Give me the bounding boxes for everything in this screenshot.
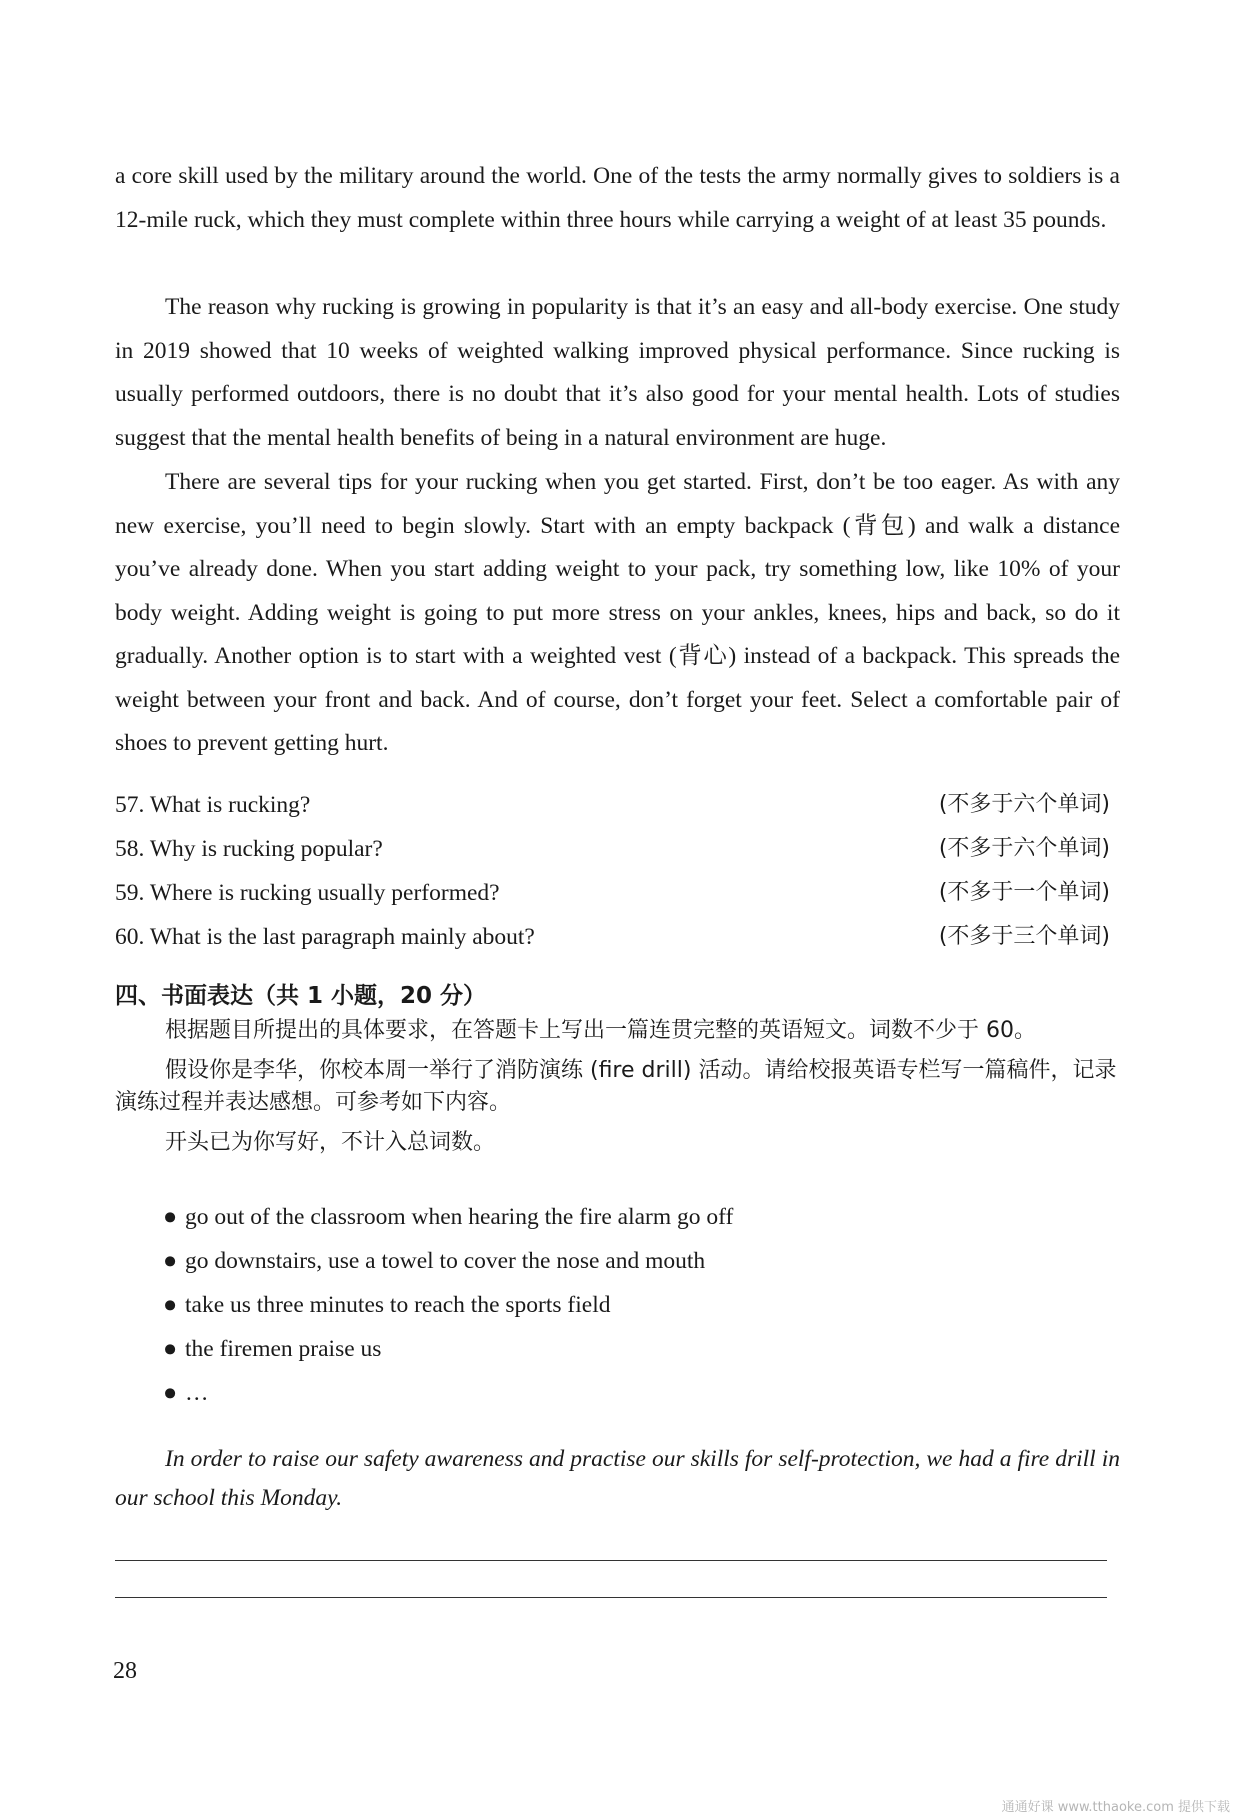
word-limit: (不多于一个单词) (938, 880, 1110, 905)
hint-text: … (185, 1380, 209, 1406)
hint-item (163, 1195, 733, 1239)
bullet-icon: ● (163, 1380, 178, 1406)
writing-instruction-2: 假设你是李华，你校本周一举行了消防演练 (fire drill) 活动。请给校报英语专栏写一篇稿件，记录演练过程并表达感想。可参考如下内容。 (115, 1058, 1117, 1115)
hint-text: go out of the classroom when hearing the fire alarm go off (185, 1204, 734, 1230)
word-limit: (不多于六个单词) (938, 792, 1110, 817)
hint-item (163, 1327, 733, 1371)
question-text: 58. Why is rucking popular? (115, 836, 383, 862)
question-list (115, 783, 1120, 959)
bullet-icon: ● (163, 1336, 178, 1362)
writing-instruction-1: 根据题目所提出的具体要求，在答题卡上写出一篇连贯完整的英语短文。词数不少于 60。 (165, 1018, 1036, 1043)
question-text: 57. What is rucking? (115, 792, 311, 818)
word-limit: (不多于六个单词) (938, 836, 1110, 861)
bullet-icon: ● (163, 1248, 178, 1274)
question-text: 59. Where is rucking usually performed? (115, 880, 500, 906)
page-number: 28 (113, 1658, 137, 1684)
answer-line[interactable] (115, 1560, 1107, 1561)
hint-text: go downstairs, use a towel to cover the nose and mouth (185, 1248, 706, 1274)
writing-section-heading: 四、书面表达（共 1 小题，20 分） (115, 983, 487, 1009)
watermark: 通通好课 www.tthaoke.com 提供下载 (1001, 1800, 1230, 1815)
hint-item (163, 1239, 733, 1283)
question-60 (115, 915, 1120, 959)
passage-paragraph-1: a core skill used by the military around the world. One of the tests the army normally gives to soldiers is a 12-mile ruck, which they must complete within three hours while carrying a weight of at least 35 pounds. (115, 163, 1120, 233)
hint-item (163, 1283, 733, 1327)
hint-text: take us three minutes to reach the sports field (185, 1292, 611, 1318)
hint-text: the firemen praise us (185, 1336, 382, 1362)
passage-paragraph-2: The reason why rucking is growing in popularity is that it’s an easy and all-body exercise. One study in 2019 showed that 10 weeks of weighted walking improved physical performance. Since rucking is usually performed outdoors, there is no doubt that it’s also good for your mental health. Lots of studies suggest that the mental health benefits of being in a natural environment are huge. (115, 294, 1120, 451)
question-57 (115, 783, 1120, 827)
passage-paragraph-3: There are several tips for your rucking when you get started. First, don’t be too eager. As with any new exercise, you’ll need to begin slowly. Start with an empty backpack (背包) and walk a distance you’ve already done. When you start adding weight to your pack, try something low, like 10% of your body weight. Adding weight is going to put more stress on your ankles, knees, hips and back, so do it gradually. Another option is to start with a weighted vest (背心) instead of a backpack. This spreads the weight between your front and back. And of course, don’t forget your feet. Select a comfortable pair of shoes to prevent getting hurt. (115, 469, 1120, 756)
question-text: 60. What is the last paragraph mainly about? (115, 924, 535, 950)
bullet-icon: ● (163, 1204, 178, 1230)
essay-opening: In order to raise our safety awareness and practise our skills for self-protection, we had a fire drill in our school this Monday. (115, 1446, 1120, 1511)
question-59 (115, 871, 1120, 915)
question-58 (115, 827, 1120, 871)
answer-line[interactable] (115, 1597, 1107, 1598)
word-limit: (不多于三个单词) (938, 924, 1110, 949)
writing-instruction-3: 开头已为你写好，不计入总词数。 (165, 1130, 496, 1155)
bullet-icon: ● (163, 1292, 178, 1318)
hint-item (163, 1371, 733, 1415)
writing-hint-list (163, 1195, 733, 1415)
